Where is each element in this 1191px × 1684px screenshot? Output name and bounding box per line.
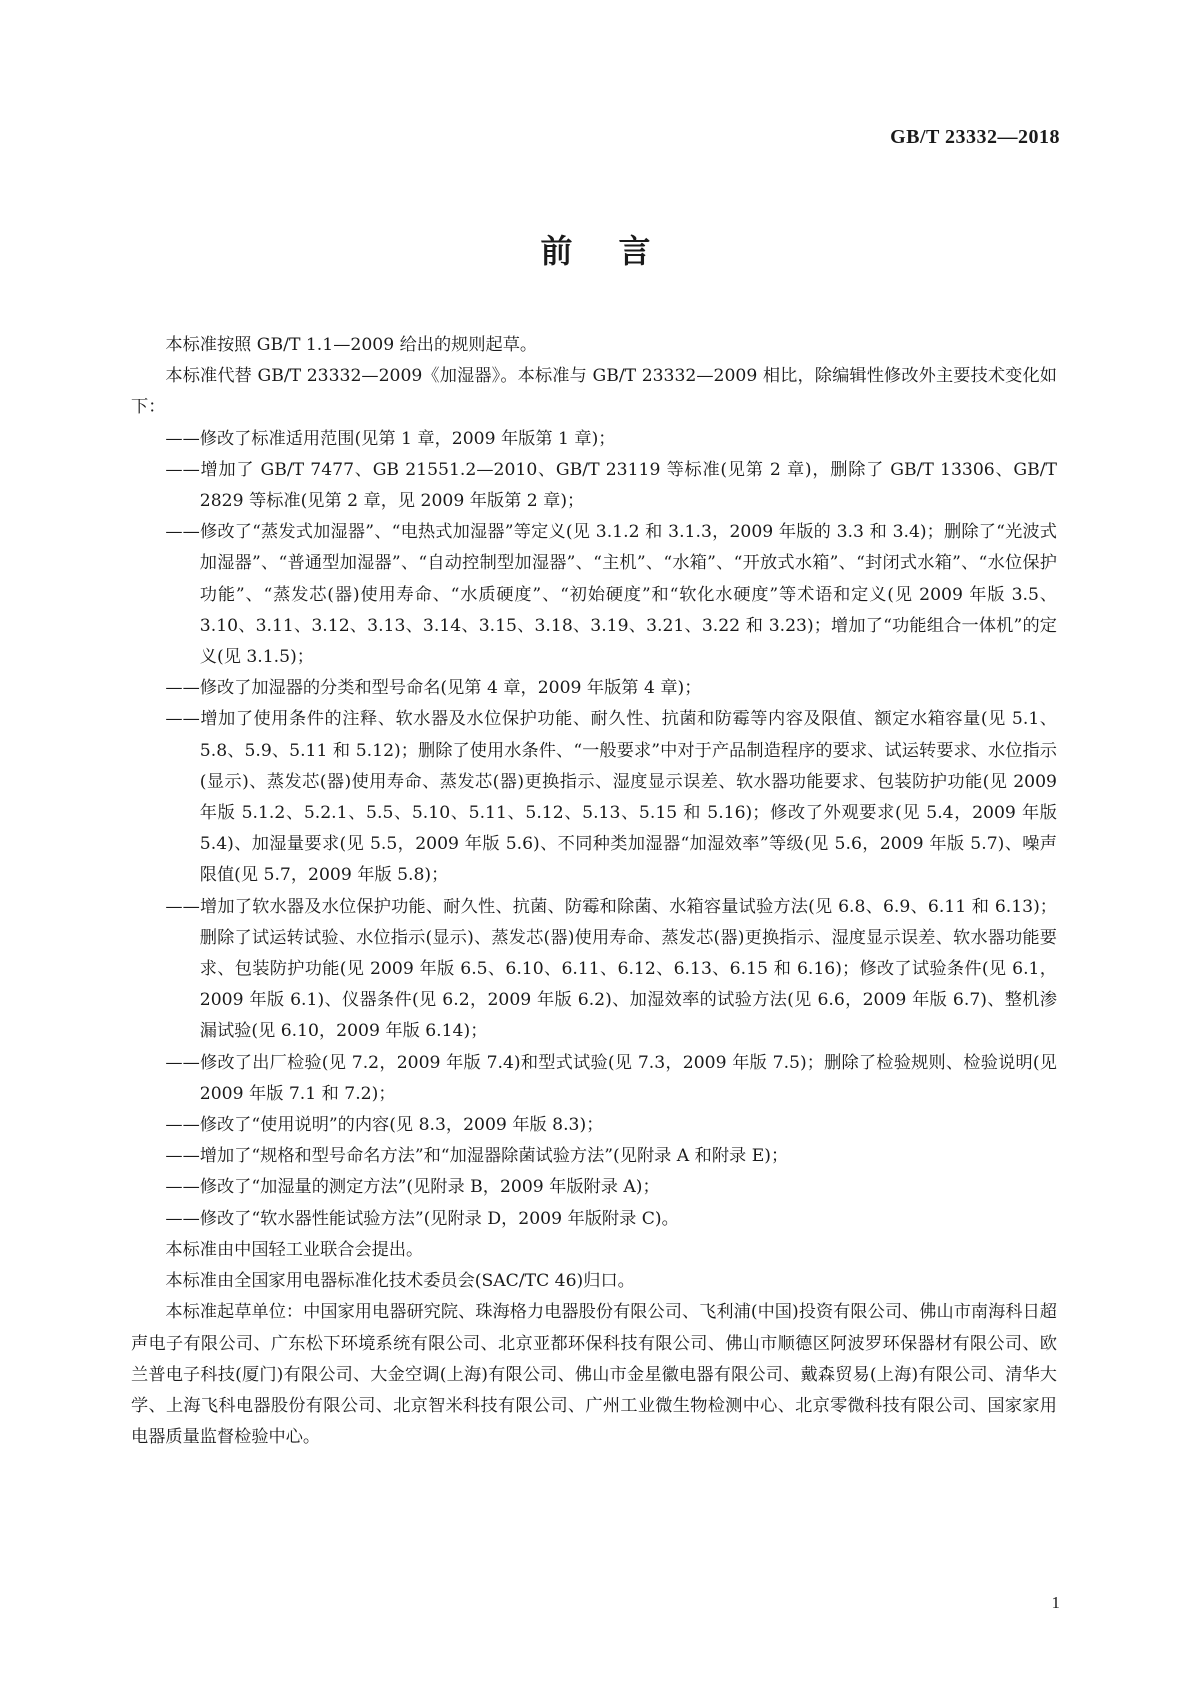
list-item: ——修改了“软水器性能试验方法”(见附录 D，2009 年版附录 C)。 [165,1208,679,1229]
list-item: ——增加了 GB/T 7477、GB 21551.2—2010、GB/T 23119 等标准(见第 2 章)，删除了 GB/T 13306、GB/T 2829 等标准(见第 2 章，见 2009 年版第 2 章)； [165,459,1057,512]
page-title: 前言 [540,232,697,270]
paragraph-proposer: 本标准由中国轻工业联合会提出。 [165,1239,424,1260]
list-item: ——增加了软水器及水位保护功能、耐久性、抗菌、防霉和除菌、水箱容量试验方法(见 6.8、6.9、6.11 和 6.13)；删除了试运转试验、水位指示(显示)、蒸发芯(器)使用寿命、蒸发芯(器)更换指示、湿度显示误差、软水器功能要求、包装防护功能(见 2009 年版 6.5、6.10、6.11、6.12、6.13、6.15 和 6.16)；修改了试验条件(见 6.1，2009 年版 6.1)、仪器条件(见 6.2，2009 年版 6.2)、加湿效率的试验方法(见 6.6，2009 年版 6.7)、整机渗漏试验(见 6.10，2009 年版 6.14)； [165,896,1057,1042]
document-body [131,330,1057,1453]
list-item: ——增加了“规格和型号命名方法”和“加湿器除菌试验方法”(见附录 A 和附录 E)； [165,1146,789,1167]
page-number: 1 [1051,1593,1060,1612]
paragraph-committee: 本标准由全国家用电器标准化技术委员会(SAC/TC 46)归口。 [165,1271,635,1292]
paragraph-drafting-units: 本标准起草单位：中国家用电器研究院、珠海格力电器股份有限公司、飞利浦(中国)投资有限公司、佛山市南海科日超声电子有限公司、广东松下环境系统有限公司、北京亚都环保科技有限公司、佛山市顺德区阿波罗环保器材有限公司、欧兰普电子科技(厦门)有限公司、大金空调(上海)有限公司、佛山市金星徽电器有限公司、戴森贸易(上海)有限公司、清华大学、上海飞科电器股份有限公司、北京智米科技有限公司、广州工业微生物检测中心、北京零微科技有限公司、国家家用电器质量监督检验中心。 [131,1302,1057,1448]
list-item: ——修改了“蒸发式加湿器”、“电热式加湿器”等定义(见 3.1.2 和 3.1.3，2009 年版的 3.3 和 3.4)；删除了“光波式加湿器”、“普通型加湿器”、“自动控制型加湿器”、“主机”、“水箱”、“开放式水箱”、“封闭式水箱”、“水位保护功能”、“蒸发芯(器)使用寿命、“水质硬度”、“初始硬度”和“软化水硬度”等术语和定义(见 2009 年版 3.5、3.10、3.11、3.12、3.13、3.14、3.15、3.18、3.19、3.21、3.22 和 3.23)；增加了“功能组合一体机”的定义(见 3.1.5)； [165,522,1057,668]
standard-number: GB/T 23332—2018 [890,126,1060,148]
list-item: ——修改了“加湿量的测定方法”(见附录 B，2009 年版附录 A)； [165,1177,660,1198]
list-item: ——修改了“使用说明”的内容(见 8.3，2009 年版 8.3)； [165,1115,604,1136]
list-item: ——增加了使用条件的注释、软水器及水位保护功能、耐久性、抗菌和防霉等内容及限值、额定水箱容量(见 5.1、5.8、5.9、5.11 和 5.12)；删除了使用水条件、“一般要求”中对于产品制造程序的要求、试运转要求、水位指示(显示)、蒸发芯(器)使用寿命、蒸发芯(器)更换指示、湿度显示误差、软水器功能要求、包装防护功能(见 2009 年版 5.1.2、5.2.1、5.5、5.10、5.11、5.12、5.13、5.15 和 5.16)；修改了外观要求(见 5.4，2009 年版 5.4)、加湿量要求(见 5.5，2009 年版 5.6)、不同种类加湿器“加湿效率”等级(见 5.6，2009 年版 5.7)、噪声限值(见 5.7，2009 年版 5.8)； [165,709,1057,886]
paragraph-drafting-rules: 本标准按照 GB/T 1.1—2009 给出的规则起草。 [165,335,538,355]
list-item: ——修改了标准适用范围(见第 1 章，2009 年版第 1 章)； [165,428,616,449]
list-item: ——修改了出厂检验(见 7.2，2009 年版 7.4)和型式试验(见 7.3，2009 年版 7.5)；删除了检验规则、检验说明(见 2009 年版 7.1 和 7.2)； [165,1052,1057,1104]
list-item: ——修改了加湿器的分类和型号命名(见第 4 章，2009 年版第 4 章)； [165,678,702,699]
changes-list [131,424,1057,1235]
paragraph-replacement: 本标准代替 GB/T 23332—2009《加湿器》。本标准与 GB/T 23332—2009 相比，除编辑性修改外主要技术变化如下： [131,366,1057,418]
